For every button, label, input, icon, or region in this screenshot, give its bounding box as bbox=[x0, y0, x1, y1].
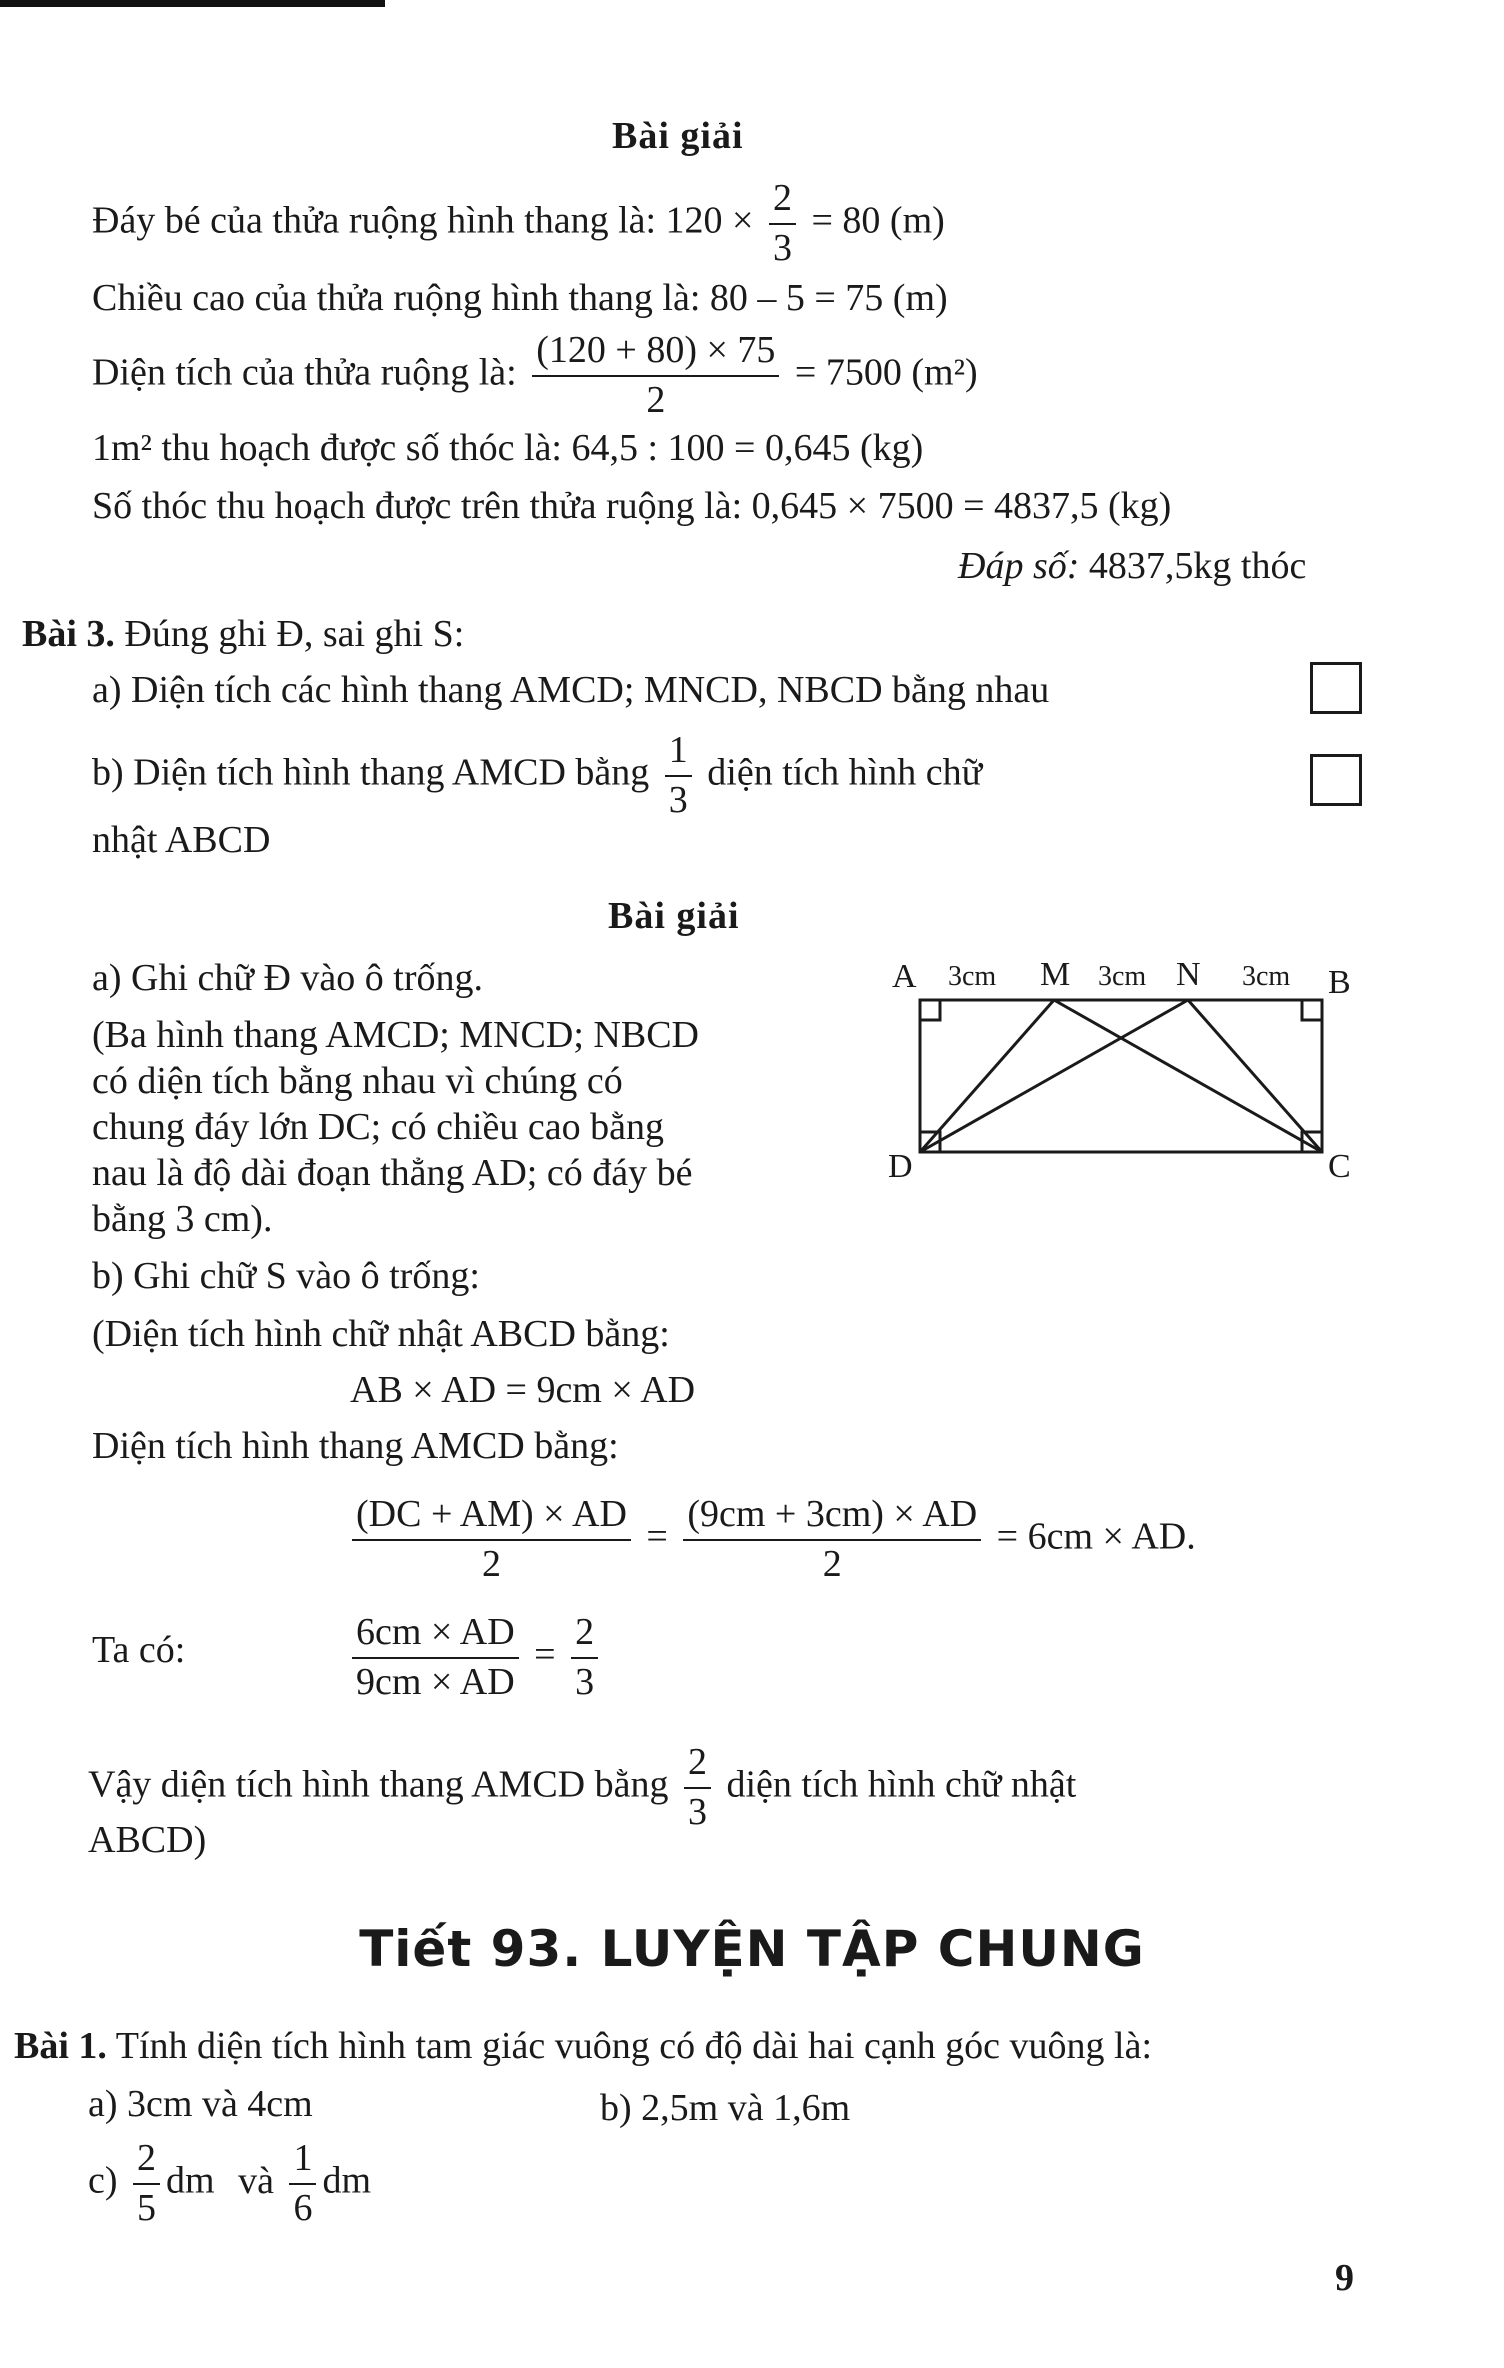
exercise-3-prompt bbox=[22, 614, 464, 656]
solution3-b-line: b) Ghi chữ S vào ô trống: bbox=[92, 1255, 480, 1297]
fraction-denominator: 6 bbox=[293, 2186, 313, 2229]
solution3-a-explanation bbox=[92, 1012, 699, 1242]
exercise-3-item-b bbox=[92, 730, 982, 822]
rectangle-figure bbox=[880, 945, 1360, 1235]
fraction-denominator: 2 bbox=[822, 1542, 842, 1585]
conclusion-suffix: diện tích hình chữ nhật bbox=[726, 1763, 1077, 1806]
ratio-equation bbox=[346, 1612, 604, 1704]
answer-box-b[interactable] bbox=[1310, 754, 1362, 806]
segment-length-AM: 3cm bbox=[948, 961, 997, 992]
fraction bbox=[352, 1494, 631, 1586]
segment-ND bbox=[920, 1000, 1188, 1152]
fraction-numerator: 1 bbox=[289, 2138, 316, 2185]
fraction-numerator: (DC + AM) × AD bbox=[352, 1494, 631, 1541]
rectangle-ABCD bbox=[920, 1000, 1322, 1152]
exercise-1-item-a: a) 3cm và 4cm bbox=[88, 2083, 313, 2125]
fraction bbox=[289, 2138, 316, 2230]
fraction-numerator: 2 bbox=[133, 2138, 160, 2185]
page-number: 9 bbox=[1335, 2257, 1354, 2299]
conclusion-line-2: ABCD) bbox=[88, 1819, 207, 1861]
equation-result: = 6cm × AD. bbox=[996, 1515, 1196, 1558]
fraction-denominator: 3 bbox=[668, 778, 688, 821]
fraction bbox=[684, 1742, 711, 1834]
fraction-numerator: (9cm + 3cm) × AD bbox=[683, 1494, 981, 1541]
explanation-line: (Ba hình thang AMCD; MNCD; NBCD bbox=[92, 1014, 699, 1056]
point-label-C: C bbox=[1328, 1148, 1351, 1185]
unit: dm bbox=[322, 2159, 372, 2202]
fraction-numerator: 2 bbox=[571, 1612, 598, 1659]
solution3-a-line: a) Ghi chữ Đ vào ô trống. bbox=[92, 957, 484, 999]
exercise-label: Bài 1. bbox=[14, 2025, 107, 2067]
line3-prefix: Diện tích của thửa ruộng là: bbox=[92, 351, 517, 394]
exercise-1-item-c bbox=[88, 2138, 371, 2230]
exercise-prompt: Đúng ghi Đ, sai ghi S: bbox=[124, 613, 465, 655]
unit: dm bbox=[166, 2159, 215, 2202]
fraction bbox=[571, 1612, 598, 1704]
conclusion-prefix: Vậy diện tích hình thang AMCD bằng bbox=[88, 1763, 669, 1806]
solution3-rect-line: (Diện tích hình chữ nhật ABCD bằng: bbox=[92, 1313, 670, 1355]
solution-line-1 bbox=[92, 178, 945, 270]
segment-NC bbox=[1188, 1000, 1322, 1152]
explanation-line: nau là độ dài đoạn thẳng AD; có đáy bé bbox=[92, 1152, 693, 1194]
right-angle-mark-B bbox=[1302, 1000, 1322, 1020]
segment-length-NB: 3cm bbox=[1242, 961, 1291, 992]
fraction-denominator: 9cm × AD bbox=[356, 1660, 515, 1703]
answer-label: Đáp số: bbox=[958, 545, 1080, 587]
taco-label: Ta có: bbox=[92, 1629, 186, 1671]
explanation-line: chung đáy lớn DC; có chiều cao bằng bbox=[92, 1106, 664, 1148]
conjunction: và bbox=[238, 2159, 274, 2202]
point-label-B: B bbox=[1328, 964, 1351, 1001]
segment-MD bbox=[920, 1000, 1054, 1152]
solution-heading: Bài giải bbox=[608, 895, 740, 937]
item-b-suffix: diện tích hình chữ bbox=[707, 751, 983, 794]
trapezoid-area-equation bbox=[346, 1494, 1196, 1586]
answer-value: 4837,5kg thóc bbox=[1088, 545, 1307, 587]
fraction-denominator: 3 bbox=[687, 1790, 707, 1833]
fraction-numerator: 2 bbox=[684, 1742, 711, 1789]
answer-box-a[interactable] bbox=[1310, 662, 1362, 714]
fraction-numerator: 2 bbox=[769, 178, 796, 225]
fraction-denominator: 2 bbox=[481, 1542, 501, 1585]
exercise-3-item-b-line2: nhật ABCD bbox=[92, 819, 271, 861]
fraction-numerator: 6cm × AD bbox=[352, 1612, 519, 1659]
fraction-denominator: 3 bbox=[772, 226, 792, 269]
section-title: Tiết 93. LUYỆN TẬP CHUNG bbox=[359, 1920, 1145, 1978]
solution-line-3 bbox=[92, 330, 978, 422]
fraction bbox=[665, 730, 692, 822]
line3-suffix: = 7500 (m²) bbox=[794, 351, 978, 394]
right-angle-mark-A bbox=[920, 1000, 940, 1020]
fraction bbox=[352, 1612, 519, 1704]
conclusion-line bbox=[88, 1742, 1076, 1834]
exercise-prompt: Tính diện tích hình tam giác vuông có độ dài hai cạnh góc vuông là: bbox=[115, 2025, 1153, 2067]
equals-sign: = bbox=[646, 1515, 668, 1558]
point-label-D: D bbox=[888, 1148, 913, 1185]
point-label-A: A bbox=[892, 958, 917, 995]
solution-line-5: Số thóc thu hoạch được trên thửa ruộng là: 0,645 × 7500 = 4837,5 (kg) bbox=[92, 485, 1172, 527]
line1-prefix: Đáy bé của thửa ruộng hình thang là: 120 × bbox=[92, 199, 754, 242]
item-c-label: c) bbox=[88, 2159, 118, 2202]
fraction-numerator: 1 bbox=[665, 730, 692, 777]
fraction bbox=[532, 330, 779, 422]
solution-heading: Bài giải bbox=[612, 115, 744, 157]
explanation-line: có diện tích bằng nhau vì chúng có bbox=[92, 1060, 623, 1102]
segment-length-MN: 3cm bbox=[1098, 961, 1147, 992]
fraction-denominator: 3 bbox=[575, 1660, 595, 1703]
solution3-trap-line: Diện tích hình thang AMCD bằng: bbox=[92, 1425, 619, 1467]
fraction-denominator: 2 bbox=[646, 378, 666, 421]
point-label-N: N bbox=[1176, 956, 1201, 993]
exercise-1-prompt bbox=[14, 2026, 1152, 2068]
page-edge-mark bbox=[0, 0, 385, 7]
fraction bbox=[769, 178, 796, 270]
answer bbox=[958, 546, 1306, 588]
solution-line-2: Chiều cao của thửa ruộng hình thang là: 80 – 5 = 75 (m) bbox=[92, 277, 948, 319]
solution-line-4: 1m² thu hoạch được số thóc là: 64,5 : 100 = 0,645 (kg) bbox=[92, 427, 924, 469]
fraction bbox=[133, 2138, 160, 2230]
fraction-numerator: (120 + 80) × 75 bbox=[532, 330, 779, 377]
segment-MC bbox=[1054, 1000, 1322, 1152]
item-b-prefix: b) Diện tích hình thang AMCD bằng bbox=[92, 751, 650, 794]
fraction-denominator: 5 bbox=[137, 2186, 157, 2229]
exercise-3-item-a: a) Diện tích các hình thang AMCD; MNCD, NBCD bằng nhau bbox=[92, 669, 1050, 711]
solution3-rect-formula: AB × AD = 9cm × AD bbox=[350, 1369, 696, 1411]
fraction bbox=[683, 1494, 981, 1586]
exercise-label: Bài 3. bbox=[22, 613, 115, 655]
line1-suffix: = 80 (m) bbox=[811, 199, 945, 242]
point-label-M: M bbox=[1040, 956, 1071, 993]
equals-sign: = bbox=[534, 1633, 556, 1676]
explanation-line: bằng 3 cm). bbox=[92, 1198, 273, 1240]
exercise-1-item-b: b) 2,5m và 1,6m bbox=[600, 2087, 851, 2129]
